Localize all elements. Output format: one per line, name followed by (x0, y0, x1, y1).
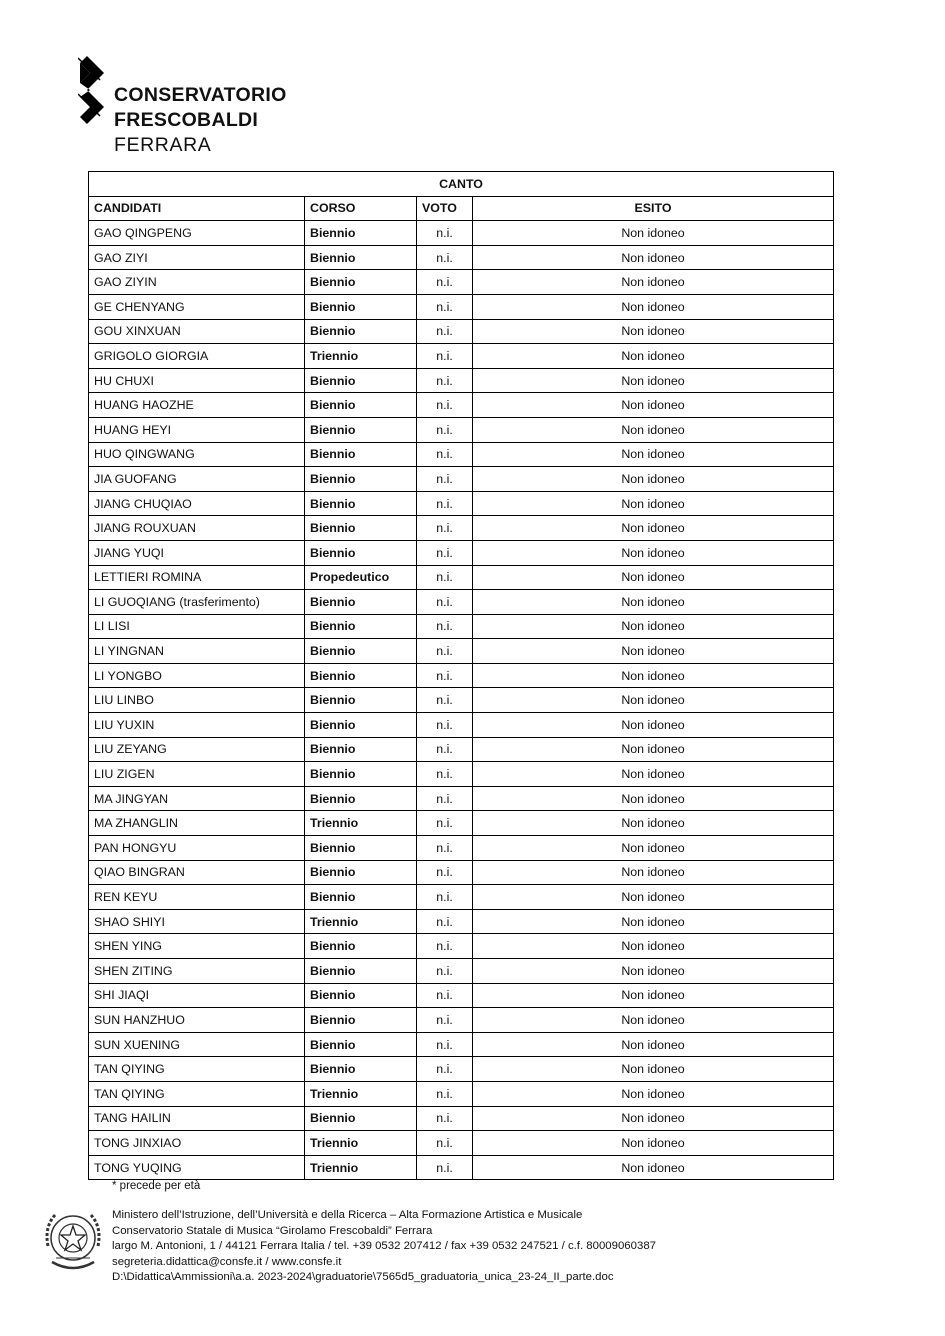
cell-candidato: HUANG HAOZHE (89, 393, 305, 418)
cell-candidato: TAN QIYING (89, 1057, 305, 1082)
cell-corso: Biennio (305, 221, 417, 246)
cell-voto: n.i. (417, 245, 473, 270)
cell-corso: Propedeutico (305, 565, 417, 590)
cell-candidato: LI YONGBO (89, 663, 305, 688)
table-row (89, 983, 834, 1008)
cell-voto: n.i. (417, 467, 473, 492)
table-row (89, 319, 834, 344)
cell-esito: Non idoneo (473, 614, 834, 639)
cell-candidato: PAN HONGYU (89, 836, 305, 861)
cell-candidato: LIU YUXIN (89, 713, 305, 738)
cell-esito: Non idoneo (473, 368, 834, 393)
cell-voto: n.i. (417, 540, 473, 565)
cell-voto: n.i. (417, 344, 473, 369)
cell-candidato: SHEN YING (89, 934, 305, 959)
cell-corso: Triennio (305, 1131, 417, 1156)
results-table (88, 171, 834, 1180)
cell-candidato: JIANG ROUXUAN (89, 516, 305, 541)
cell-candidato: MA JINGYAN (89, 786, 305, 811)
cell-esito: Non idoneo (473, 467, 834, 492)
cell-esito: Non idoneo (473, 836, 834, 861)
cell-candidato: QIAO BINGRAN (89, 860, 305, 885)
cell-corso: Biennio (305, 934, 417, 959)
cell-esito: Non idoneo (473, 934, 834, 959)
table-row (89, 811, 834, 836)
cell-candidato: LIU ZIGEN (89, 762, 305, 787)
table-row (89, 344, 834, 369)
cell-esito: Non idoneo (473, 1081, 834, 1106)
table-row (89, 737, 834, 762)
cell-candidato: HUANG HEYI (89, 417, 305, 442)
cell-corso: Biennio (305, 540, 417, 565)
cell-corso: Biennio (305, 442, 417, 467)
cell-corso: Triennio (305, 344, 417, 369)
cell-candidato: GE CHENYANG (89, 294, 305, 319)
cell-candidato: SHI JIAQI (89, 983, 305, 1008)
table-row (89, 688, 834, 713)
cell-corso: Biennio (305, 713, 417, 738)
cell-corso: Biennio (305, 959, 417, 984)
cell-corso: Biennio (305, 983, 417, 1008)
table-body (89, 221, 834, 1180)
table-row (89, 934, 834, 959)
cell-corso: Biennio (305, 270, 417, 295)
cell-esito: Non idoneo (473, 245, 834, 270)
cell-voto: n.i. (417, 590, 473, 615)
cell-voto: n.i. (417, 491, 473, 516)
cell-candidato: GAO ZIYI (89, 245, 305, 270)
cell-esito: Non idoneo (473, 516, 834, 541)
cell-voto: n.i. (417, 786, 473, 811)
cell-corso: Triennio (305, 811, 417, 836)
cell-candidato: TONG JINXIAO (89, 1131, 305, 1156)
cell-esito: Non idoneo (473, 590, 834, 615)
cell-esito: Non idoneo (473, 491, 834, 516)
cell-esito: Non idoneo (473, 565, 834, 590)
cell-voto: n.i. (417, 663, 473, 688)
footer-address: largo M. Antonioni, 1 / 44121 Ferrara Italia / tel. +39 0532 207412 / fax +39 0532 247521 / c.f. 80009060387 (112, 1240, 656, 1252)
table-row (89, 1081, 834, 1106)
cell-candidato: REN KEYU (89, 885, 305, 910)
cell-corso: Biennio (305, 663, 417, 688)
cell-voto: n.i. (417, 959, 473, 984)
cell-esito: Non idoneo (473, 319, 834, 344)
cell-esito: Non idoneo (473, 1032, 834, 1057)
cell-voto: n.i. (417, 885, 473, 910)
cell-esito: Non idoneo (473, 885, 834, 910)
table-row (89, 860, 834, 885)
cell-voto: n.i. (417, 983, 473, 1008)
cell-voto: n.i. (417, 516, 473, 541)
table-row (89, 540, 834, 565)
cell-esito: Non idoneo (473, 1155, 834, 1180)
cell-esito: Non idoneo (473, 737, 834, 762)
table-row (89, 909, 834, 934)
cell-voto: n.i. (417, 1081, 473, 1106)
cell-corso: Biennio (305, 1057, 417, 1082)
cell-corso: Biennio (305, 590, 417, 615)
cell-esito: Non idoneo (473, 811, 834, 836)
cell-corso: Biennio (305, 516, 417, 541)
cell-corso: Biennio (305, 786, 417, 811)
cell-candidato: JIA GUOFANG (89, 467, 305, 492)
table-row (89, 270, 834, 295)
footer-institution: Conservatorio Statale di Musica “Girolamo Frescobaldi” Ferrara (112, 1224, 433, 1237)
cell-voto: n.i. (417, 368, 473, 393)
table-row (89, 762, 834, 787)
table-row (89, 1155, 834, 1180)
cell-esito: Non idoneo (473, 762, 834, 787)
logo-mark-icon (78, 56, 114, 128)
cell-candidato: MA ZHANGLIN (89, 811, 305, 836)
table-row (89, 368, 834, 393)
footer-file-path: D:\Didattica\Ammissioni\a.a. 2023-2024\graduatorie\7565d5_graduatoria_unica_23-24_II_parte.doc (112, 1271, 614, 1283)
footer-contacts[interactable]: segreteria.didattica@consfe.it / www.consfe.it (112, 1255, 342, 1268)
cell-voto: n.i. (417, 934, 473, 959)
cell-esito: Non idoneo (473, 270, 834, 295)
cell-corso: Biennio (305, 417, 417, 442)
cell-esito: Non idoneo (473, 713, 834, 738)
cell-candidato: GOU XINXUAN (89, 319, 305, 344)
table-row (89, 590, 834, 615)
column-header-esito: ESITO (473, 196, 834, 221)
cell-voto: n.i. (417, 639, 473, 664)
cell-candidato: SHEN ZITING (89, 959, 305, 984)
cell-esito: Non idoneo (473, 393, 834, 418)
cell-voto: n.i. (417, 614, 473, 639)
cell-voto: n.i. (417, 270, 473, 295)
footer-ministry: Ministero dell’Istruzione, dell’Università e della Ricerca – Alta Formazione Artistica e Musicale (112, 1209, 583, 1221)
cell-candidato: TAN QIYING (89, 1081, 305, 1106)
cell-candidato: HU CHUXI (89, 368, 305, 393)
table-row (89, 1032, 834, 1057)
cell-candidato: GAO QINGPENG (89, 221, 305, 246)
cell-corso: Biennio (305, 836, 417, 861)
cell-corso: Biennio (305, 737, 417, 762)
cell-candidato: LI LISI (89, 614, 305, 639)
cell-candidato: SUN XUENING (89, 1032, 305, 1057)
cell-corso: Biennio (305, 1008, 417, 1033)
cell-candidato: TONG YUQING (89, 1155, 305, 1180)
logo-name-line2: FRESCOBALDI (114, 109, 259, 131)
cell-corso: Biennio (305, 1032, 417, 1057)
cell-candidato: HUO QINGWANG (89, 442, 305, 467)
cell-corso: Biennio (305, 467, 417, 492)
cell-esito: Non idoneo (473, 1106, 834, 1131)
table-row (89, 417, 834, 442)
cell-esito: Non idoneo (473, 663, 834, 688)
cell-corso: Biennio (305, 245, 417, 270)
table-row (89, 786, 834, 811)
table-row (89, 614, 834, 639)
cell-esito: Non idoneo (473, 860, 834, 885)
cell-esito: Non idoneo (473, 294, 834, 319)
table-row (89, 1106, 834, 1131)
italian-republic-emblem-icon (42, 1206, 104, 1276)
cell-corso: Triennio (305, 909, 417, 934)
table-row (89, 491, 834, 516)
cell-esito: Non idoneo (473, 1131, 834, 1156)
cell-esito: Non idoneo (473, 344, 834, 369)
footer (112, 1208, 656, 1286)
cell-candidato: LIU LINBO (89, 688, 305, 713)
header-row (89, 196, 834, 221)
table-row (89, 221, 834, 246)
table-row (89, 1008, 834, 1033)
cell-voto: n.i. (417, 836, 473, 861)
table-row (89, 639, 834, 664)
cell-voto: n.i. (417, 319, 473, 344)
cell-corso: Triennio (305, 1155, 417, 1180)
cell-corso: Biennio (305, 368, 417, 393)
cell-esito: Non idoneo (473, 786, 834, 811)
cell-esito: Non idoneo (473, 417, 834, 442)
logo-name-line1: CONSERVATORIO (114, 84, 287, 106)
cell-corso: Biennio (305, 319, 417, 344)
cell-corso: Biennio (305, 885, 417, 910)
cell-esito: Non idoneo (473, 540, 834, 565)
cell-voto: n.i. (417, 1106, 473, 1131)
cell-voto: n.i. (417, 811, 473, 836)
cell-candidato: SHAO SHIYI (89, 909, 305, 934)
cell-esito: Non idoneo (473, 639, 834, 664)
cell-candidato: LIU ZEYANG (89, 737, 305, 762)
cell-esito: Non idoneo (473, 221, 834, 246)
cell-corso: Biennio (305, 762, 417, 787)
table-row (89, 1131, 834, 1156)
cell-voto: n.i. (417, 1008, 473, 1033)
conservatorio-logo (78, 56, 318, 156)
cell-candidato: GAO ZIYIN (89, 270, 305, 295)
cell-esito: Non idoneo (473, 1008, 834, 1033)
section-title: CANTO (89, 172, 834, 197)
cell-voto: n.i. (417, 737, 473, 762)
cell-candidato: JIANG CHUQIAO (89, 491, 305, 516)
column-header-corso: CORSO (305, 196, 417, 221)
cell-esito: Non idoneo (473, 959, 834, 984)
cell-candidato: SUN HANZHUO (89, 1008, 305, 1033)
cell-esito: Non idoneo (473, 442, 834, 467)
cell-voto: n.i. (417, 393, 473, 418)
table-row (89, 959, 834, 984)
cell-candidato: GRIGOLO GIORGIA (89, 344, 305, 369)
cell-candidato: JIANG YUQI (89, 540, 305, 565)
cell-voto: n.i. (417, 221, 473, 246)
cell-esito: Non idoneo (473, 1057, 834, 1082)
logo-city: FERRARA (114, 134, 212, 156)
column-header-candidati: CANDIDATI (89, 196, 305, 221)
section-row (89, 172, 834, 197)
cell-corso: Biennio (305, 860, 417, 885)
cell-candidato: LETTIERI ROMINA (89, 565, 305, 590)
table-row (89, 836, 834, 861)
cell-corso: Biennio (305, 639, 417, 664)
cell-esito: Non idoneo (473, 983, 834, 1008)
cell-voto: n.i. (417, 417, 473, 442)
table-row (89, 663, 834, 688)
age-precedence-note: * precede per età (112, 1180, 201, 1192)
cell-corso: Biennio (305, 688, 417, 713)
cell-candidato: TANG HAILIN (89, 1106, 305, 1131)
table-row (89, 294, 834, 319)
cell-voto: n.i. (417, 688, 473, 713)
table-row (89, 885, 834, 910)
table-row (89, 467, 834, 492)
table-row (89, 1057, 834, 1082)
cell-voto: n.i. (417, 909, 473, 934)
cell-voto: n.i. (417, 294, 473, 319)
cell-voto: n.i. (417, 1032, 473, 1057)
cell-voto: n.i. (417, 1057, 473, 1082)
cell-candidato: LI YINGNAN (89, 639, 305, 664)
table-row (89, 442, 834, 467)
cell-esito: Non idoneo (473, 688, 834, 713)
cell-voto: n.i. (417, 565, 473, 590)
cell-voto: n.i. (417, 442, 473, 467)
table-row (89, 393, 834, 418)
table-row (89, 565, 834, 590)
table-row (89, 245, 834, 270)
cell-corso: Biennio (305, 393, 417, 418)
table-row (89, 713, 834, 738)
table-row (89, 516, 834, 541)
cell-corso: Biennio (305, 1106, 417, 1131)
cell-esito: Non idoneo (473, 909, 834, 934)
cell-voto: n.i. (417, 860, 473, 885)
cell-corso: Biennio (305, 294, 417, 319)
cell-voto: n.i. (417, 713, 473, 738)
cell-corso: Biennio (305, 491, 417, 516)
cell-voto: n.i. (417, 762, 473, 787)
cell-corso: Biennio (305, 614, 417, 639)
cell-candidato: LI GUOQIANG (trasferimento) (89, 590, 305, 615)
cell-voto: n.i. (417, 1131, 473, 1156)
cell-voto: n.i. (417, 1155, 473, 1180)
column-header-voto: VOTO (417, 196, 473, 221)
cell-corso: Triennio (305, 1081, 417, 1106)
